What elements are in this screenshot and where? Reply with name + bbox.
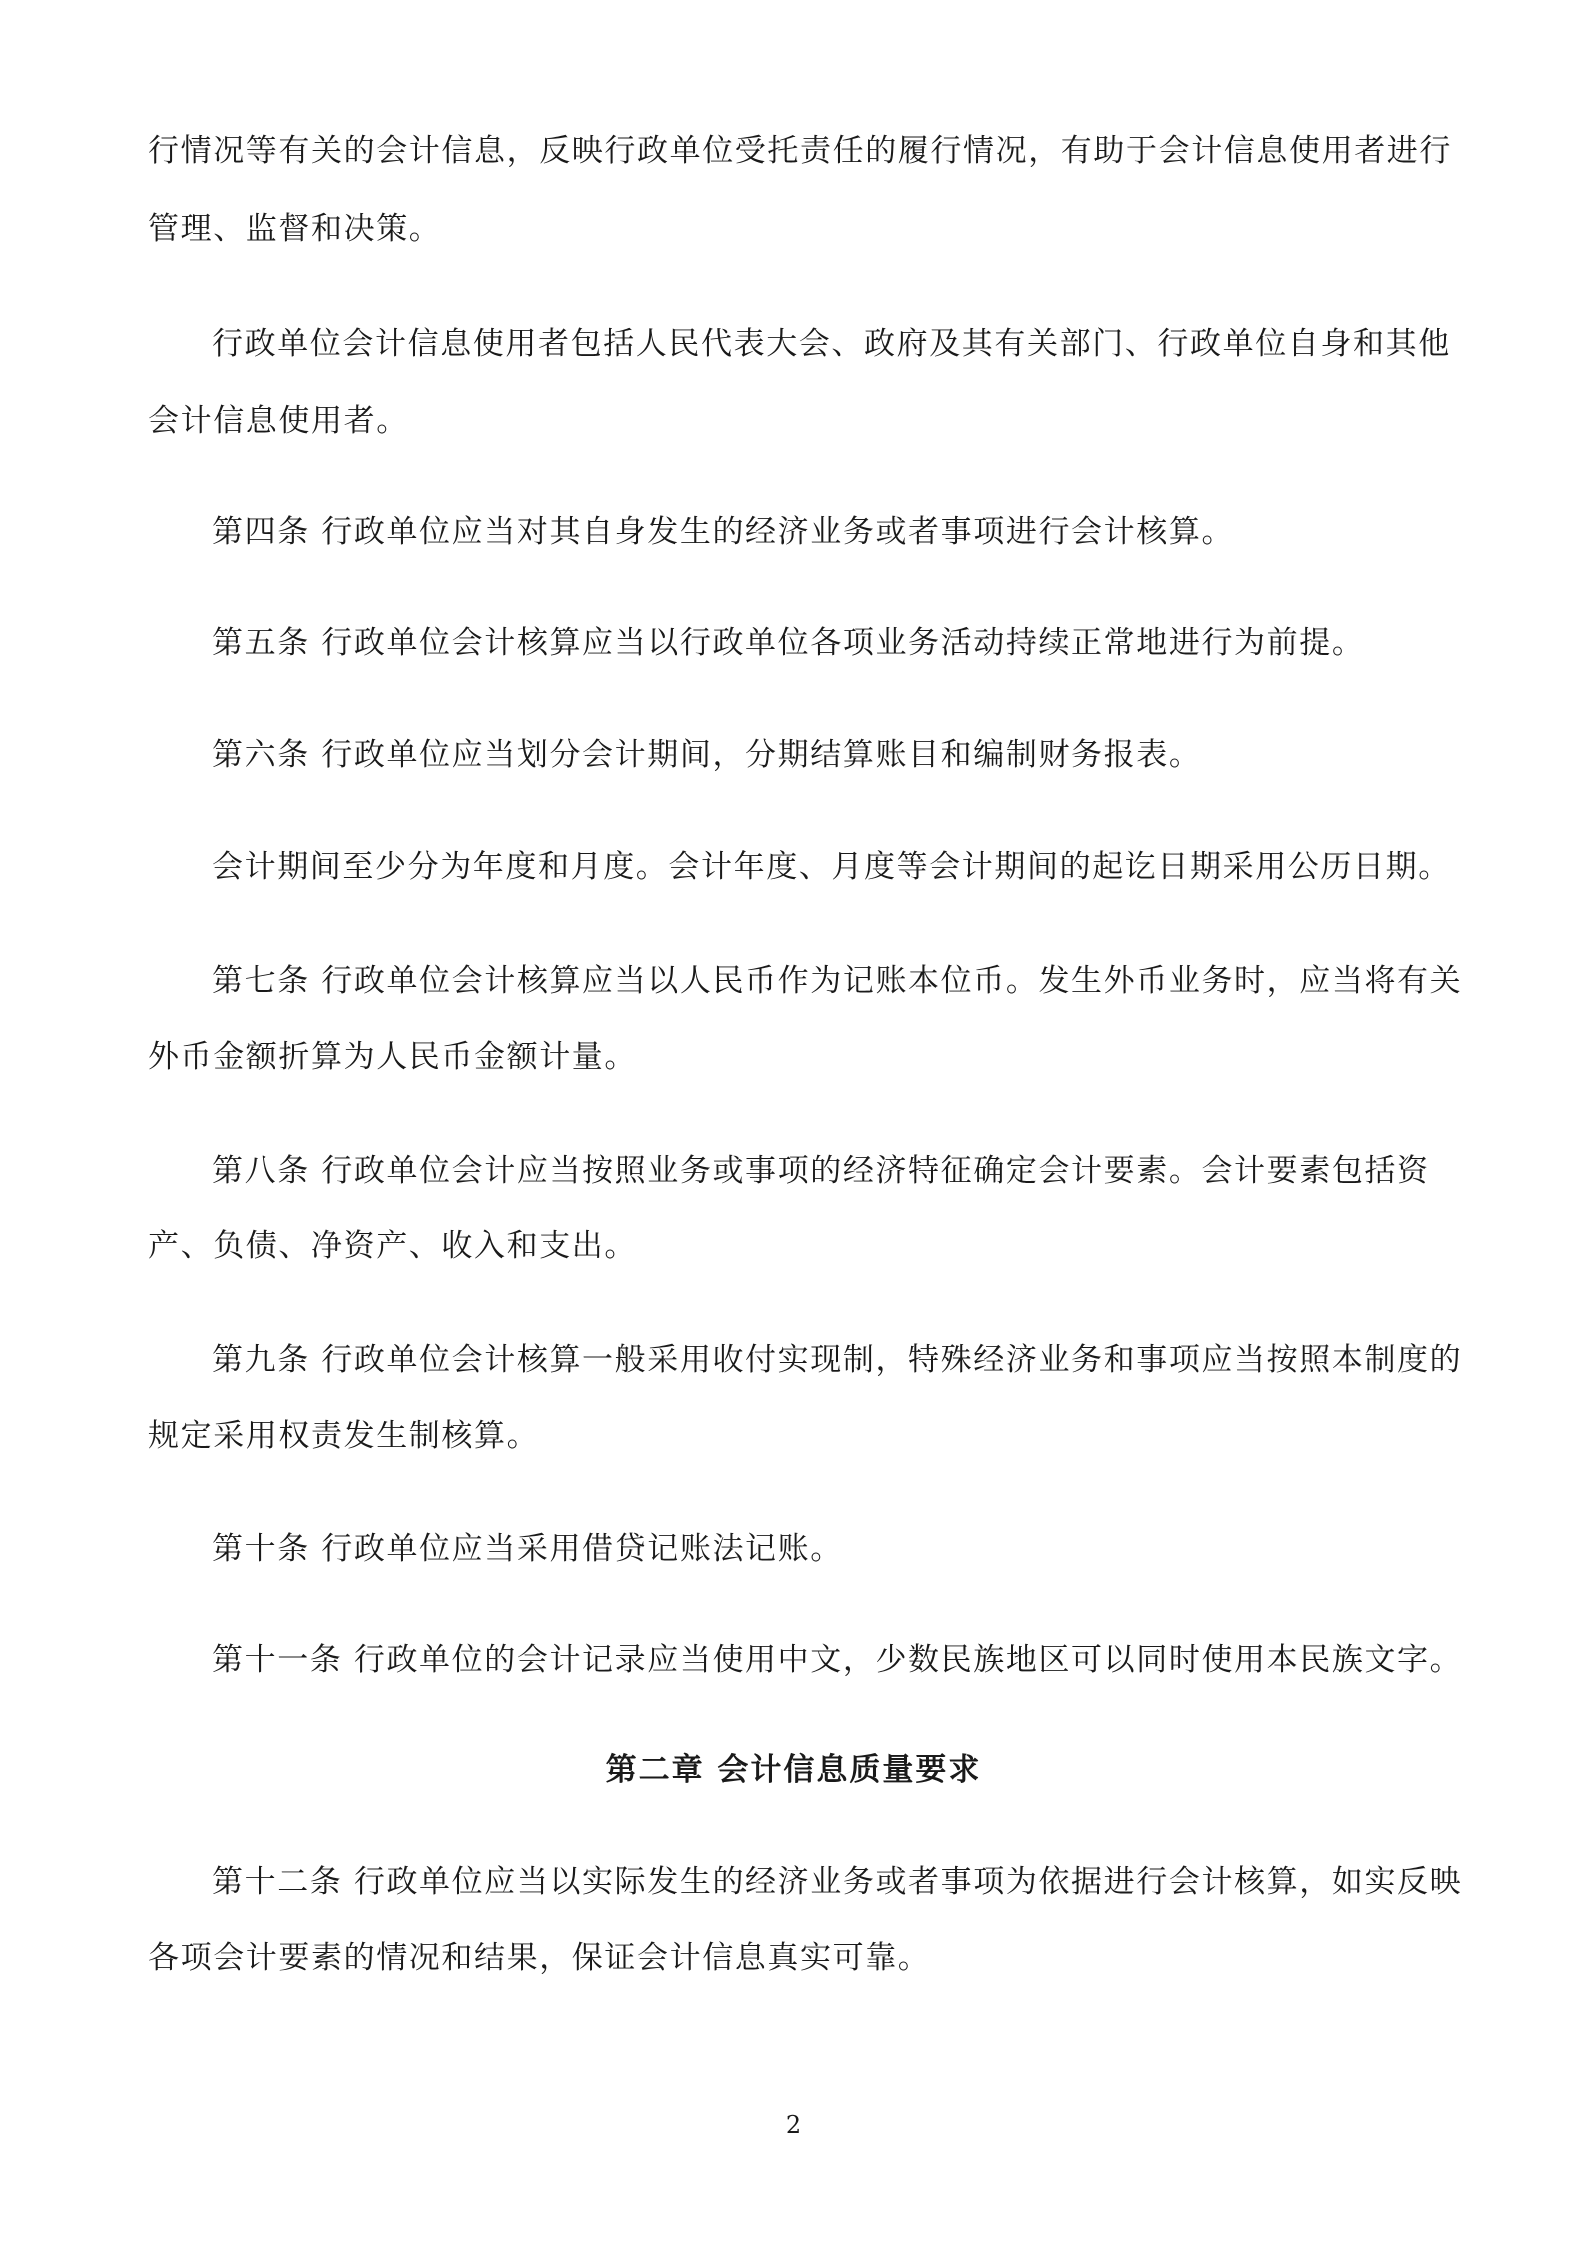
article-11: 第十一条 行政单位的会计记录应当使用中文，少数民族地区可以同时使用本民族文字。 [212, 1642, 1463, 1678]
article-12: 第十二条 行政单位应当以实际发生的经济业务或者事项为依据进行会计核算，如实反映 [212, 1864, 1463, 1900]
paragraph-line: 行情况等有关的会计信息，反映行政单位受托责任的履行情况，有助于会计信息使用者进行 [148, 133, 1452, 169]
paragraph-line: 会计信息使用者。 [148, 403, 409, 439]
paragraph-line: 会计期间至少分为年度和月度。会计年度、月度等会计期间的起讫日期采用公历日期。 [212, 849, 1451, 885]
chapter-heading: 第二章 会计信息质量要求 [605, 1752, 982, 1788]
article-7: 第七条 行政单位会计核算应当以人民币作为记账本位币。发生外币业务时，应当将有关 [212, 963, 1463, 999]
paragraph-line: 外币金额折算为人民币金额计量。 [148, 1039, 637, 1075]
article-6: 第六条 行政单位应当划分会计期间，分期结算账目和编制财务报表。 [212, 737, 1202, 773]
paragraph-line: 规定采用权责发生制核算。 [148, 1418, 540, 1454]
paragraph-line: 产、负债、净资产、收入和支出。 [148, 1228, 637, 1264]
article-9: 第九条 行政单位会计核算一般采用收付实现制，特殊经济业务和事项应当按照本制度的 [212, 1342, 1463, 1378]
article-4: 第四条 行政单位应当对其自身发生的经济业务或者事项进行会计核算。 [212, 514, 1235, 550]
paragraph-line: 管理、监督和决策。 [148, 211, 442, 247]
page-number: 2 [785, 2111, 802, 2139]
paragraph-line: 各项会计要素的情况和结果，保证会计信息真实可靠。 [148, 1940, 931, 1976]
article-8: 第八条 行政单位会计应当按照业务或事项的经济特征确定会计要素。会计要素包括资 [212, 1153, 1430, 1189]
article-5: 第五条 行政单位会计核算应当以行政单位各项业务活动持续正常地进行为前提。 [212, 625, 1365, 661]
paragraph-line: 行政单位会计信息使用者包括人民代表大会、政府及其有关部门、行政单位自身和其他 [212, 326, 1451, 362]
article-10: 第十条 行政单位应当采用借贷记账法记账。 [212, 1531, 843, 1567]
